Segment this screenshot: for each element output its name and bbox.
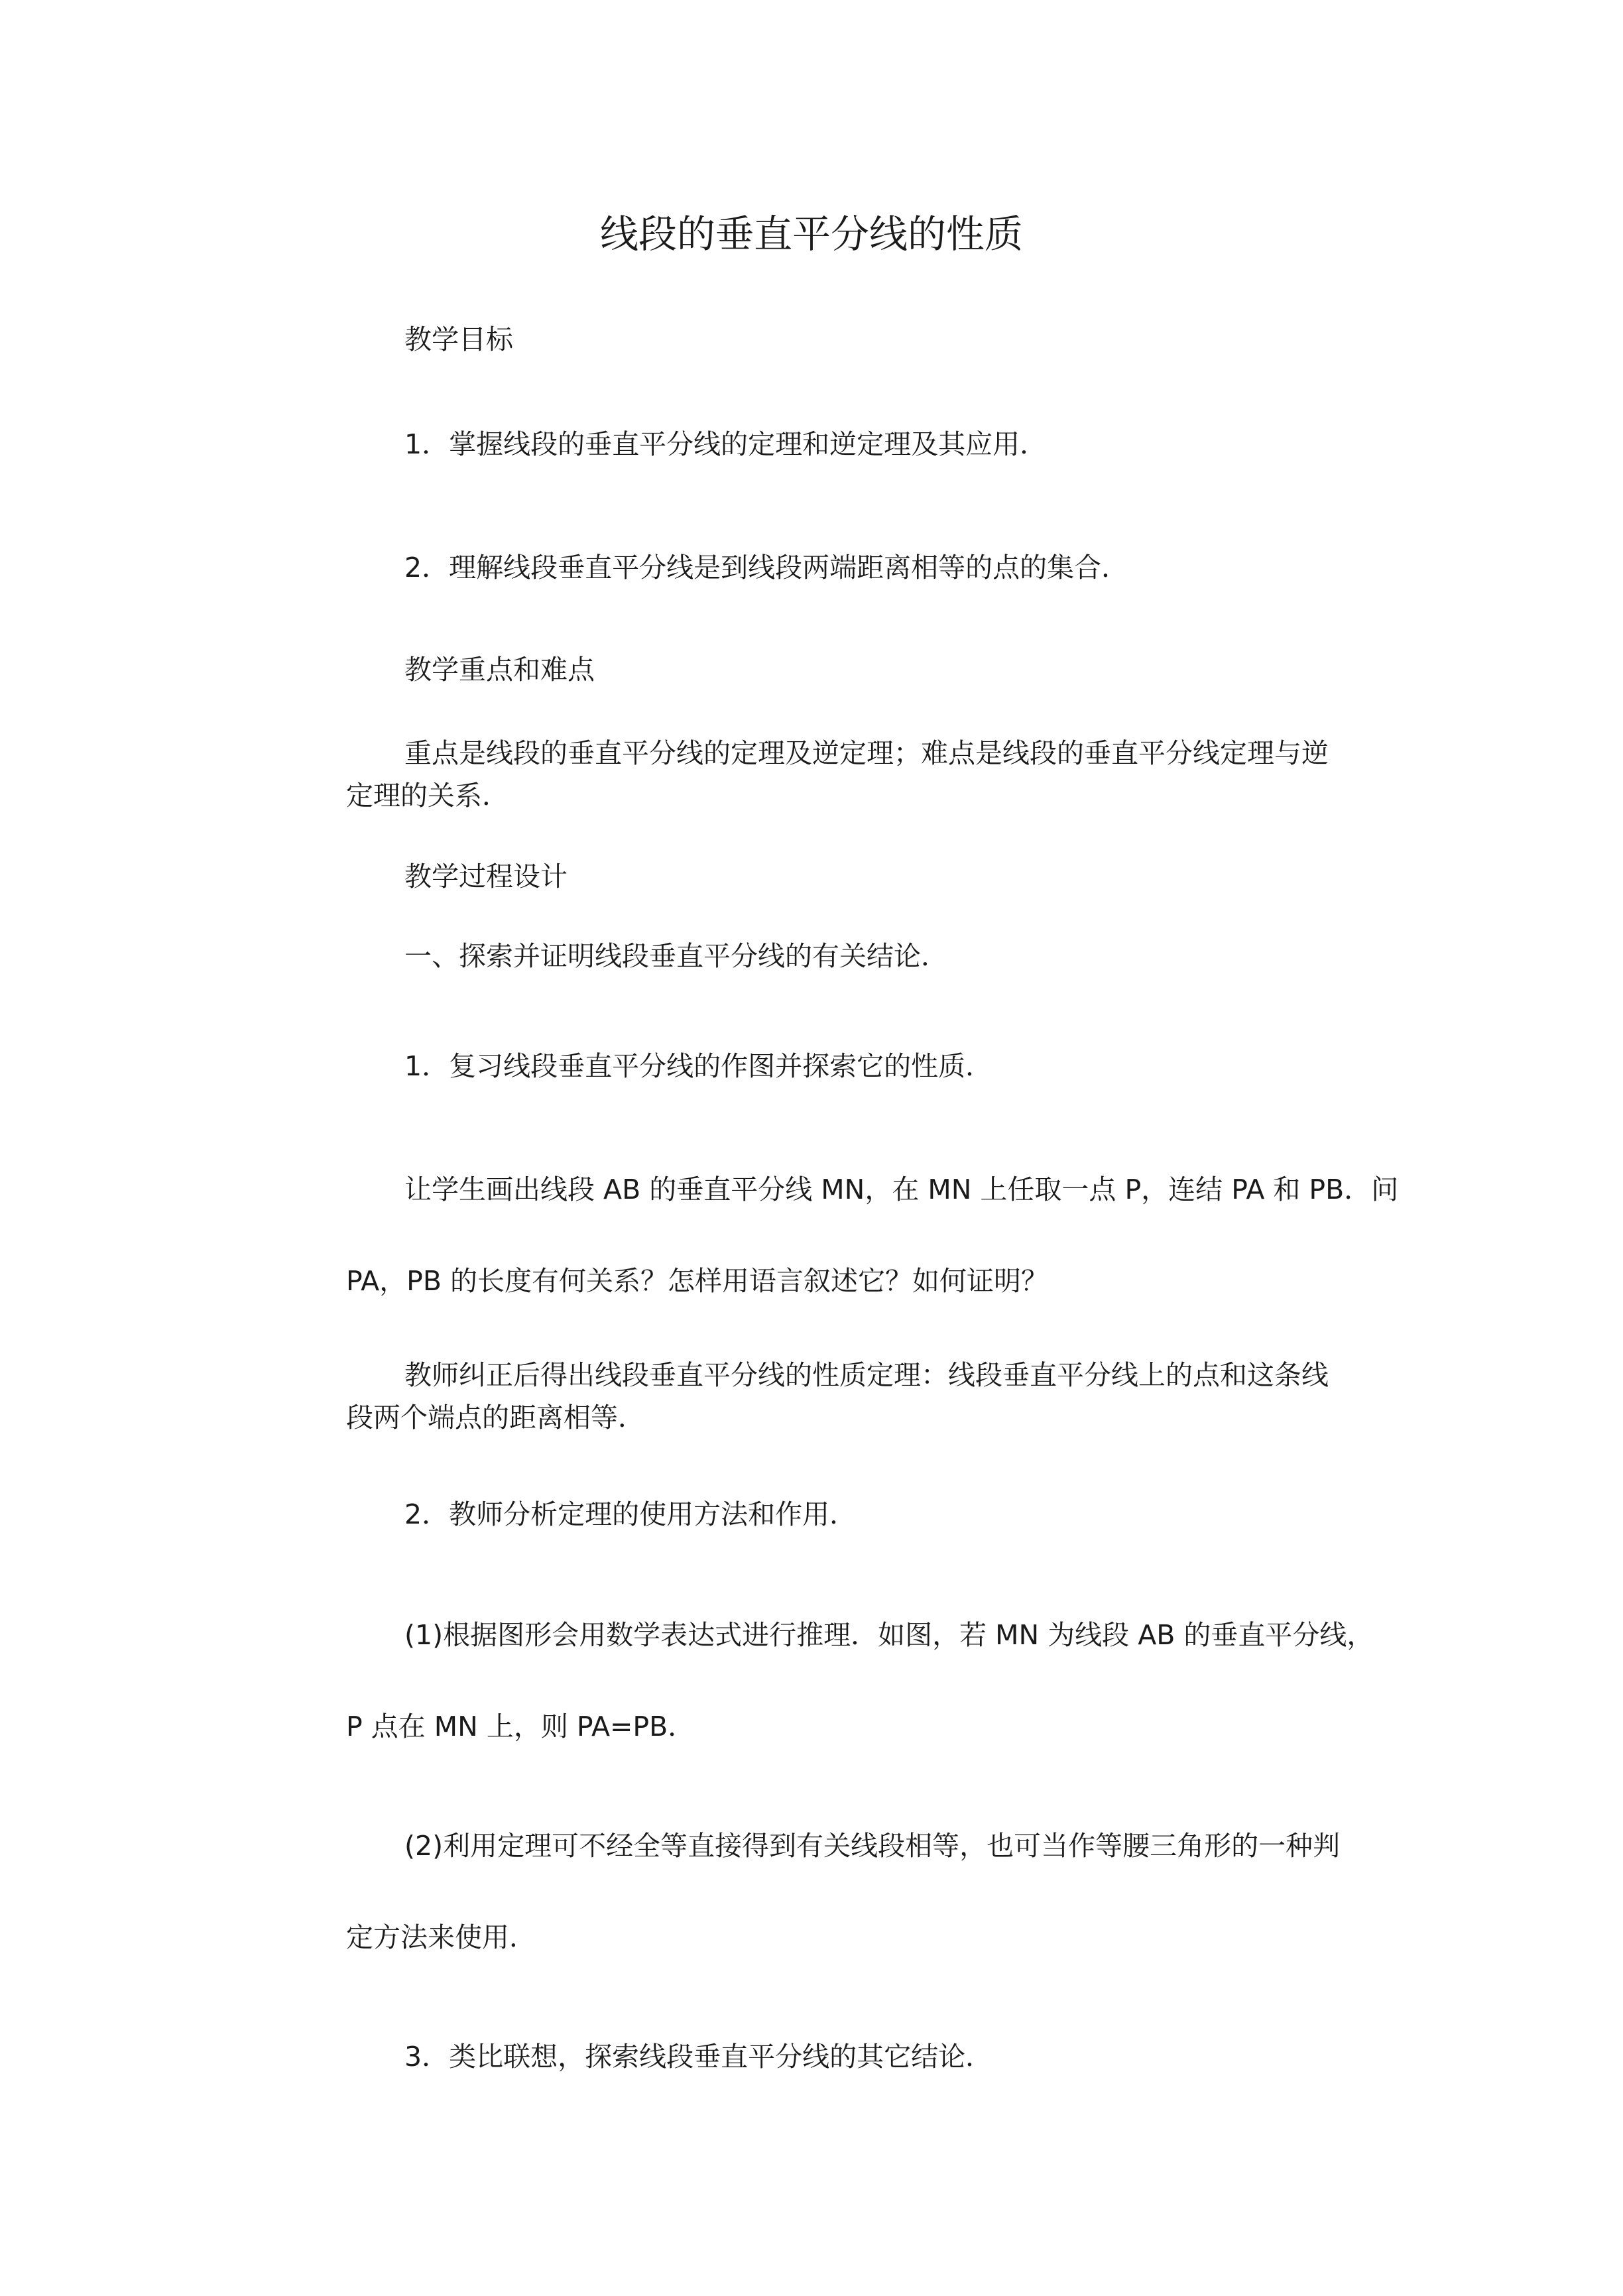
step1-text-line-2: PA，PB 的长度有何关系？怎样用语言叙述它？如何证明？ [346, 1265, 1049, 1297]
goal-heading: 教学目标 [404, 324, 513, 355]
goal-item-2: 2．理解线段垂直平分线是到线段两端距离相等的点的集合． [404, 552, 1129, 583]
use1-line-1: (1)根据图形会用数学表达式进行推理．如图，若 MN 为线段 AB 的垂直平分线， [404, 1619, 1374, 1651]
teacher-text-line-1: 教师纠正后得出线段垂直平分线的性质定理：线段垂直平分线上的点和这条线 [404, 1359, 1329, 1391]
key-text-line-2: 定理的关系． [346, 780, 509, 812]
process-heading: 教学过程设计 [404, 861, 568, 892]
use1-line-2: P 点在 MN 上，则 PA=PB． [346, 1711, 695, 1742]
goal-item-1: 1．掌握线段的垂直平分线的定理和逆定理及其应用． [404, 428, 1048, 460]
key-text-line-1: 重点是线段的垂直平分线的定理及逆定理；难点是线段的垂直平分线定理与逆 [404, 737, 1329, 769]
use2-line-2: 定方法来使用． [346, 1921, 536, 1953]
step1-heading: 1．复习线段垂直平分线的作图并探索它的性质． [404, 1050, 993, 1082]
document-title: 线段的垂直平分线的性质 [599, 211, 1023, 257]
teacher-text-line-2: 段两个端点的距离相等． [346, 1402, 645, 1433]
part1-heading: 一、探索并证明线段垂直平分线的有关结论． [404, 940, 948, 972]
key-heading: 教学重点和难点 [404, 654, 595, 686]
step3-heading: 3．类比联想，探索线段垂直平分线的其它结论． [404, 2041, 993, 2073]
use2-line-1: (2)利用定理可不经全等直接得到有关线段相等，也可当作等腰三角形的一种判 [404, 1830, 1341, 1862]
step2-heading: 2．教师分析定理的使用方法和作用． [404, 1498, 857, 1530]
step1-text-line-1: 让学生画出线段 AB 的垂直平分线 MN，在 MN 上任取一点 P，连结 PA 和 PB．问 [404, 1174, 1399, 1205]
